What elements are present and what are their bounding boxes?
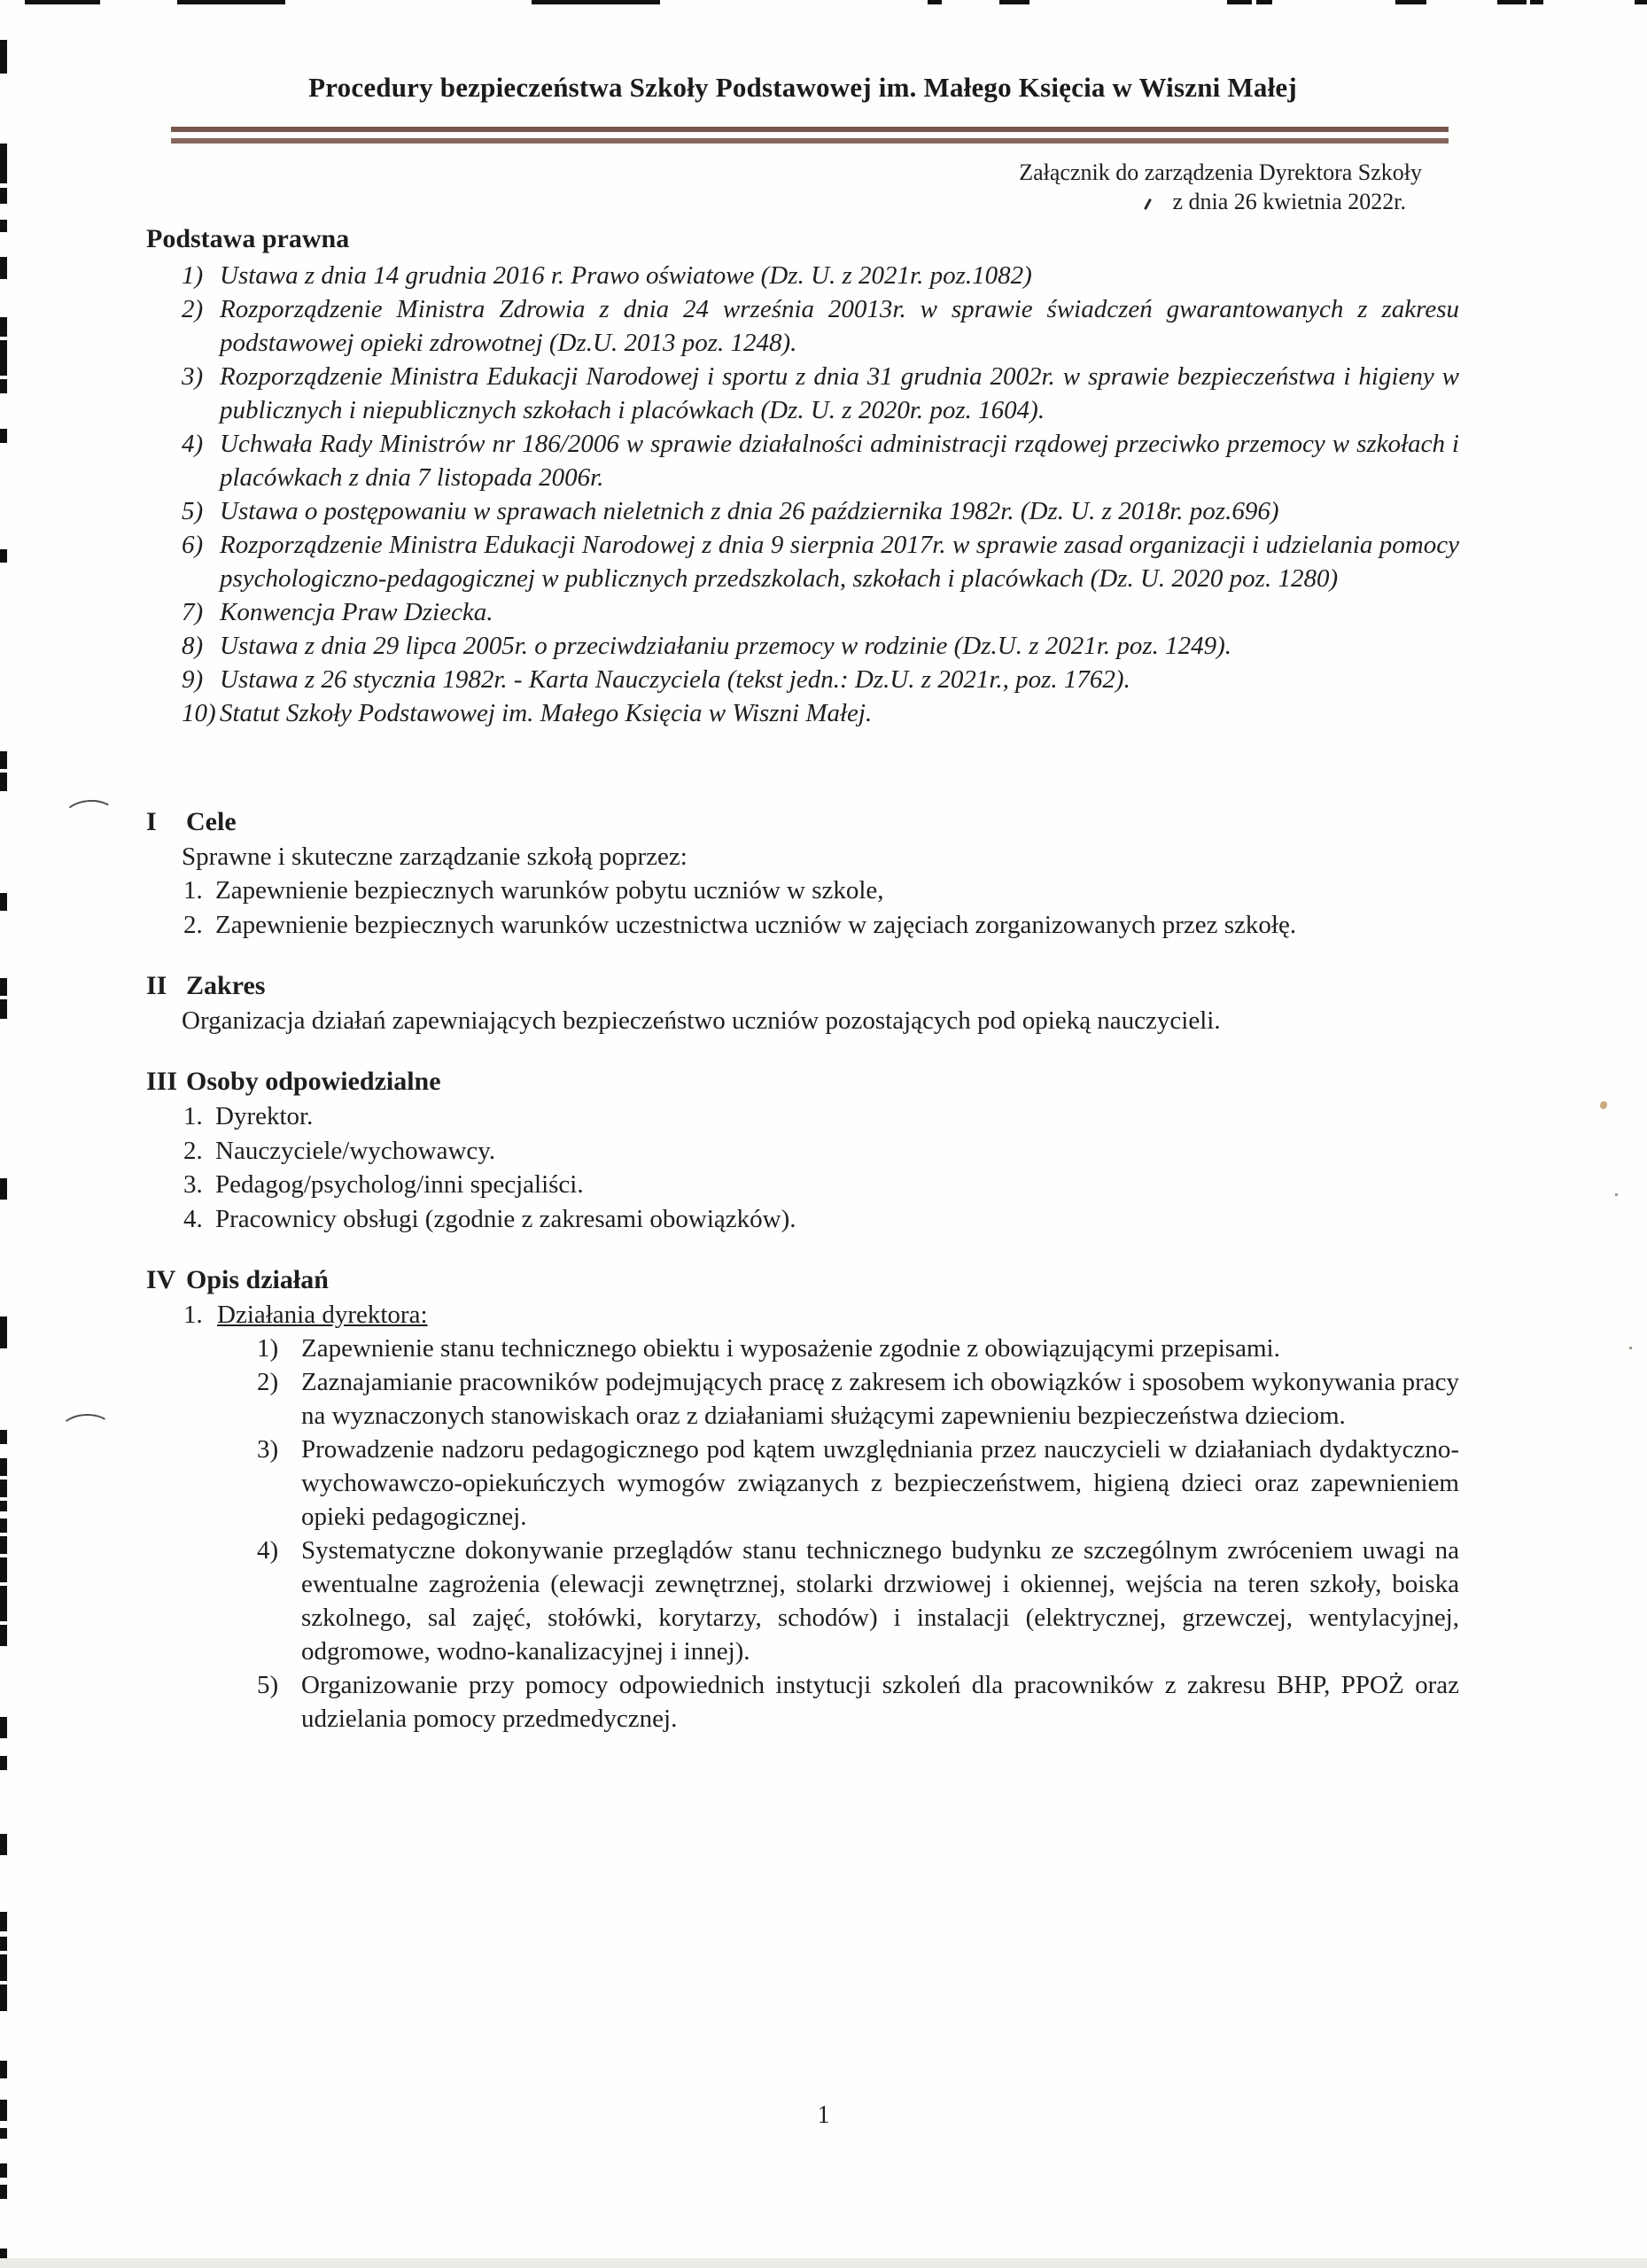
rule-line-top [171,127,1449,132]
legal-item-text: Ustawa z dnia 14 grudnia 2016 r. Prawo oświatowe (Dz. U. z 2021r. poz.1082) [220,261,1032,290]
list-item-number: 3. [183,1170,203,1199]
scan-left-edge-mark [0,773,7,791]
legal-item [146,259,1459,292]
legal-item-number: 10) [182,699,216,727]
legal-item-text: Rozporządzenie Ministra Zdrowia z dnia 24 września 20013r. w sprawie świadczeń gwarantowanych z zakresu podstawowej opieki zdrowotnej (Dz.U. 2013 poz. 1248). [220,295,1459,357]
scan-left-edge-mark [0,1625,7,1646]
legal-item-number: 5) [182,497,204,525]
legal-item [146,663,1459,696]
legal-item-number: 8) [182,632,204,660]
sub-item-number: 2) [257,1368,279,1396]
sub-list-item [146,1332,1459,1365]
scan-left-edge-mark [0,1586,7,1621]
scan-left-edge-mark [0,1317,7,1348]
scan-left-edge-mark [0,1834,7,1855]
legal-item-text: Ustawa z dnia 29 lipca 2005r. o przeciwdziałaniu przemocy w rodzinie (Dz.U. z 2021r. poz. 1249). [220,632,1232,660]
legal-item-number: 9) [182,665,204,694]
legal-item-number: 2) [182,295,204,323]
sub-item-text: Zaznajamianie pracowników podejmujących pracę z zakresem ich obowiązków i sposobem wykonywania pracy na wyznaczonych stanowiskach oraz z działaniami służącymi zapewnieniu bezpieczeństwa dzieciom. [301,1368,1459,1430]
subsection-heading [146,1298,1459,1332]
list-item-number: 1. [183,876,203,905]
legal-item [146,292,1459,360]
ink-dot [1600,1101,1607,1109]
scan-top-edge-mark [1530,0,1543,4]
section-heading [146,1064,1459,1099]
list-item-number: 2. [183,910,203,939]
pen-arc-mark [63,798,116,832]
scan-left-edge-mark [0,751,7,769]
scan-left-edge-mark [0,1954,7,1981]
section-numeral: II [146,971,167,1000]
legal-item [146,494,1459,528]
scan-left-edge-mark [0,978,7,996]
subsection-number: 1. [183,1301,203,1329]
sub-item-number: 5) [257,1671,279,1699]
list-item-text: Dyrektor. [215,1102,314,1130]
section-numeral: I [146,807,157,836]
list-item [146,1099,1459,1134]
legal-item [146,595,1459,629]
sub-list-item [146,1668,1459,1736]
list-item-text: Zapewnienie bezpiecznych warunków pobytu uczniów w szkole, [215,876,884,905]
legal-item-text: Ustawa o postępowaniu w sprawach nieletnich z dnia 26 października 1982r. (Dz. U. z 2018r. poz.696) [220,497,1279,525]
sub-item-text: Systematyczne dokonywanie przeglądów stanu technicznego budynku ze szczególnym zwróceniem uwagi na ewentualne zagrożenia (elewacji zewnętrznej, stolarki drzwiowej i okiennej, wejścia na teren szkoły, boiska szkolnego, sal zajęć, stołówki, korytarzy, schodów) i instalacji (elektrycznej, grzewczej, wentylacyjnej, odgromowe, wodno-kanalizacyjnej i innej). [301,1536,1459,1666]
section-title: Cele [186,807,237,836]
list-item-text: Pracownicy obsługi (zgodnie z zakresami obowiązków). [215,1204,796,1233]
scan-left-edge-mark [0,1912,7,1931]
subsection-title: Działania dyrektora: [217,1301,428,1329]
scan-left-edge-mark [0,1501,7,1511]
legal-basis-list [146,259,1459,730]
legal-item-text: Rozporządzenie Ministra Edukacji Narodowej i sportu z dnia 31 grudnia 2002r. w sprawie bezpieczeństwa i higieny w publicznych i niepublicznych szkołach i placówkach (Dz. U. z 2020r. poz. 1604). [220,362,1459,424]
legal-item-text: Statut Szkoły Podstawowej im. Małego Księcia w Wiszni Małej. [220,699,873,727]
section-title: Osoby odpowiedzialne [186,1067,441,1096]
sub-item-number: 3) [257,1435,279,1464]
list-item-text: Pedagog/psycholog/inni specjaliści. [215,1170,584,1199]
legal-item-text: Uchwała Rady Ministrów nr 186/2006 w sprawie działalności administracji rządowej przeciwko przemocy w szkołach i placówkach z dnia 7 listopada 2006r. [220,430,1459,492]
sub-item-text: Prowadzenie nadzoru pedagogicznego pod kątem uwzględniania przez nauczycieli w działaniach dydaktyczno-wychowawczo-opiekuńczych wymogów związanych z bezpieczeństwem, higieną dzieci oraz zapewnieniem opieki pedagogicznej. [301,1435,1459,1531]
section-osoby [146,1064,1459,1236]
list-item-number: 4. [183,1204,203,1233]
section-intro: Sprawne i skuteczne zarządzanie szkołą poprzez: [182,843,688,871]
legal-item-number: 7) [182,598,204,626]
sub-list-item [146,1433,1459,1534]
scan-left-edge-mark [0,1178,7,1200]
scan-speck [1629,1347,1632,1349]
scan-left-edge-mark [0,429,7,443]
scan-left-edge-mark [0,893,7,911]
section-title: Zakres [186,971,266,1000]
section-opis [146,1262,1459,1736]
legal-basis-heading: Podstawa prawna [146,224,350,253]
scan-left-edge-mark [0,1717,7,1738]
scan-left-edge-mark [0,340,7,376]
legal-item [146,696,1459,730]
pen-tick-mark [1145,198,1153,210]
scan-left-edge-mark [0,1518,7,1533]
list-item-number: 1. [183,1102,203,1130]
legal-item-text: Rozporządzenie Ministra Edukacji Narodowej z dnia 9 sierpnia 2017r. w sprawie zasad organizacji i udzielania pomocy psychologiczno-pedagogicznej w publicznych przedszkolach, szkołach i placówkach (Dz. U. 2020 poz. 1280) [220,531,1459,593]
sub-list-item [146,1534,1459,1668]
scan-left-edge-mark [0,188,7,204]
section-heading [146,1262,1459,1298]
scan-left-edge-mark [0,2061,7,2078]
section-numeral: III [146,1067,178,1096]
scan-bottom-edge [0,2258,1647,2268]
pen-arc-mark [59,1413,113,1446]
list-item [146,1134,1459,1169]
scan-left-edge-mark [0,1480,7,1497]
scan-top-edge-mark [1497,0,1527,4]
document-content [146,0,1459,1736]
legal-item [146,360,1459,427]
scan-left-edge-mark [0,1458,7,1476]
section-heading [146,968,1459,1004]
scan-left-edge-mark [0,1430,7,1444]
list-item-text: Zapewnienie bezpiecznych warunków uczestnictwa uczniów w zajęciach zorganizowanych przez szkołę. [215,910,1297,939]
scan-left-edge-mark [0,1557,7,1582]
scan-left-edge-mark [0,40,7,74]
scan-left-edge-mark [0,1756,7,1770]
header-double-rule [171,127,1449,144]
attachment-line-2: z dnia 26 kwietnia 2022r. [1172,189,1406,214]
section-title: Opis działań [186,1265,329,1294]
legal-item [146,528,1459,595]
list-item-number: 2. [183,1136,203,1165]
section-zakres [146,968,1459,1037]
page-number: 1 [817,2101,830,2129]
legal-item-number: 4) [182,430,204,458]
sub-item-number: 4) [257,1536,279,1565]
scan-top-edge-mark [1635,0,1647,4]
list-item [146,908,1459,943]
scan-left-edge-mark [0,257,7,279]
list-item [146,874,1459,908]
scan-speck [1615,1193,1618,1196]
scan-left-edge-mark [0,1984,7,2011]
scan-left-edge-mark [0,144,7,183]
rule-line-bottom [171,138,1449,144]
scan-left-edge-mark [0,2185,7,2199]
scan-top-edge-mark [25,0,100,4]
legal-item [146,427,1459,494]
scan-left-edge-mark [0,317,7,337]
sub-item-number: 1) [257,1334,279,1363]
scan-left-edge-mark [0,379,7,393]
scan-left-edge-mark [0,1536,7,1554]
scan-left-edge-mark [0,1937,7,1951]
scan-left-edge-mark [0,999,7,1019]
list-item-text: Nauczyciele/wychowawcy. [215,1136,496,1165]
attachment-line-2-row [146,187,1422,216]
attachment-line-1: Załącznik do zarządzenia Dyrektora Szkoły [1019,159,1422,185]
sub-item-text: Organizowanie przy pomocy odpowiednich instytucji szkoleń dla pracowników z zakresu BHP, PPOŻ oraz udzielania pomocy przedmedycznej. [301,1671,1459,1733]
list-item [146,1168,1459,1202]
legal-item-text: Ustawa z 26 stycznia 1982r. - Karta Nauczyciela (tekst jedn.: Dz.U. z 2021r., poz. 1762). [220,665,1130,694]
legal-item-number: 6) [182,531,204,559]
legal-item-number: 1) [182,261,204,290]
section-heading [146,804,1459,840]
section-numeral: IV [146,1265,176,1294]
sub-item-text: Zapewnienie stanu technicznego obiektu i wyposażenie zgodnie z obowiązującymi przepisami. [301,1334,1280,1363]
document-title: Procedury bezpieczeństwa Szkoły Podstawowej im. Małego Księcia w Wiszni Małej [308,72,1297,103]
scan-left-edge-mark [0,549,7,563]
scan-left-edge-mark [0,2163,7,2178]
legal-item [146,629,1459,663]
attachment-note [146,158,1459,216]
legal-item-text: Konwencja Praw Dziecka. [220,598,493,626]
section-cele [146,804,1459,942]
section-body: Organizacja działań zapewniających bezpieczeństwo uczniów pozostających pod opieką nauczycieli. [182,1006,1221,1035]
legal-item-number: 3) [182,362,204,391]
sub-list-item [146,1365,1459,1433]
scan-left-edge-mark [0,220,7,232]
list-item [146,1202,1459,1237]
